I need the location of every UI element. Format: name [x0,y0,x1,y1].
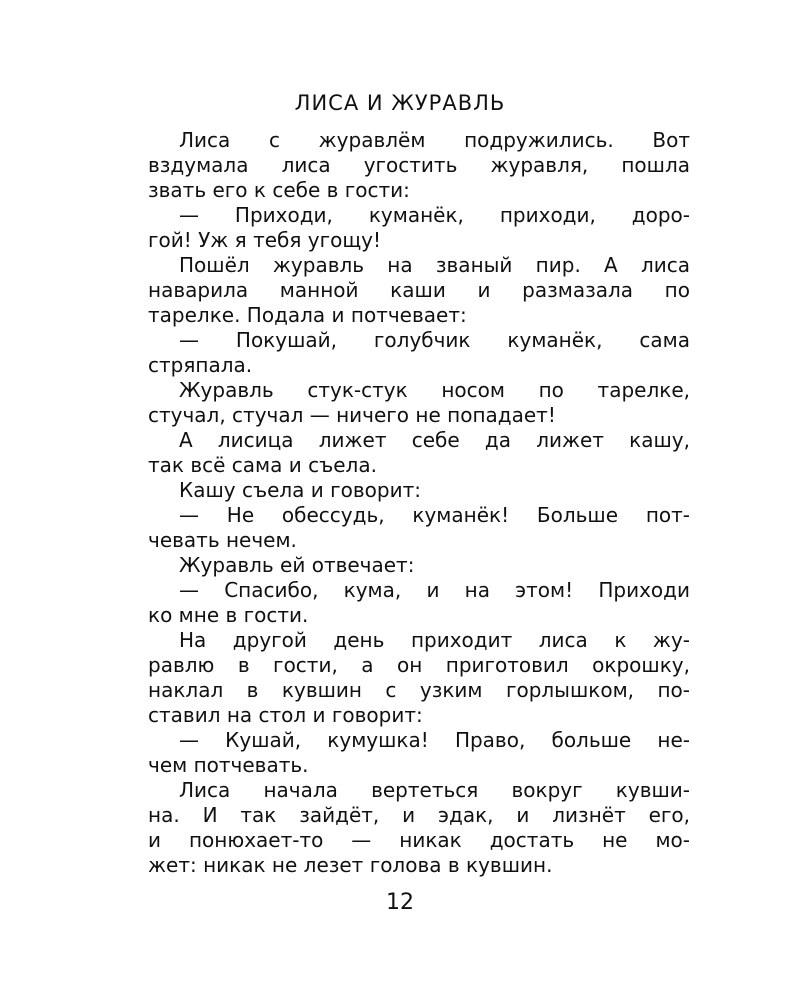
text-line: — Кушай, кумушка! Право, больше не- [179,728,690,752]
page-number: 12 [386,890,414,915]
text-line: стряпала. [148,353,253,377]
text-line: А лисица лижет себе да лижет кашу, [179,428,690,452]
text-line: стучал, стучал — ничего не попадает! [148,403,556,427]
text-line: ставил на стол и говорит: [148,703,423,727]
text-line: чем потчевать. [148,753,309,777]
text-line: жет: никак не лезет голова в кувшин. [148,853,553,877]
text-line: на. И так зайдёт, и эдак, и лизнёт его, [148,803,690,827]
text-line: Пошёл журавль на званый пир. А лиса [179,253,690,277]
text-line: звать его к себе в гости: [148,178,410,202]
text-line: вздумала лиса угостить журавля, пошла [148,153,690,177]
text-line: тарелке. Подала и потчевает: [148,303,467,327]
text-line: так всё сама и съела. [148,453,377,477]
text-line: наварила манной каши и размазала по [148,278,690,302]
text-line: гой! Уж я тебя угощу! [148,228,382,252]
text-line: — Приходи, куманёк, приходи, доро- [179,203,690,227]
text-line: Журавль стук-стук носом по тарелке, [179,378,690,402]
text-line: На другой день приходит лиса к жу- [179,628,690,652]
text-line: Лиса с журавлём подружились. Вот [179,128,690,152]
text-line: — Спасибо, кума, и на этом! Приходи [179,578,690,602]
text-line: ко мне в гости. [148,603,309,627]
text-line: равлю в гости, а он приготовил окрошку, [148,653,690,677]
text-line: Кашу съела и говорит: [179,478,421,502]
text-line: наклал в кувшин с узким горлышком, по- [148,678,690,702]
text-line: — Не обессудь, куманёк! Больше пот- [179,503,690,527]
story-text [148,128,690,878]
story-title: ЛИСА И ЖУРАВЛЬ [294,91,506,115]
text-line: чевать нечем. [148,528,297,552]
text-line: и понюхает-то — никак достать не мо- [148,828,690,852]
text-line: Журавль ей отвечает: [179,553,415,577]
text-line: — Покушай, голубчик куманёк, сама [179,328,690,352]
text-line: Лиса начала вертеться вокруг кувши- [179,778,690,802]
